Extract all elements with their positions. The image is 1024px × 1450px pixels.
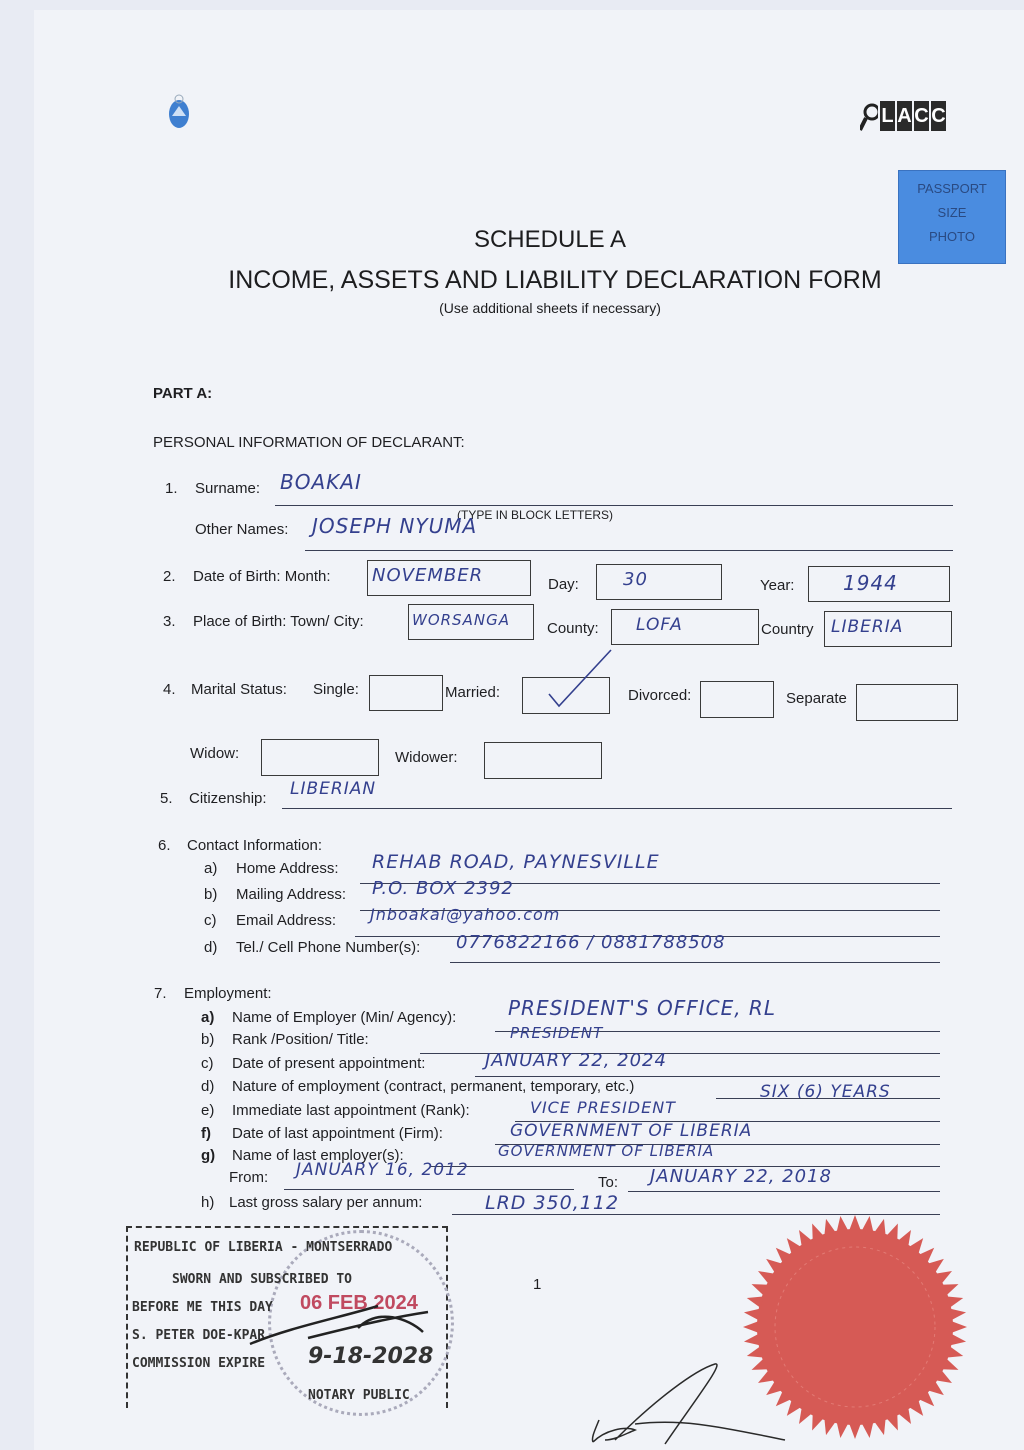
stamp-date: 06 FEB 2024	[300, 1292, 418, 1314]
contact-key: a)	[204, 860, 218, 877]
nature-of-employment-value[interactable]: SIX (6) YEARS	[760, 1082, 891, 1102]
item-number: 5.	[160, 790, 173, 807]
last-appointment-rank-label: Immediate last appointment (Rank):	[232, 1102, 470, 1119]
employer-name-label: Name of Employer (Min/ Agency):	[232, 1009, 457, 1026]
marital-divorced-label: Divorced:	[628, 687, 692, 704]
stamp-expiry: 9-18-2028	[308, 1344, 434, 1369]
block-letters-note: (TYPE IN BLOCK LETTERS)	[457, 508, 614, 522]
stamp-line-5: COMMISSION EXPIRE	[132, 1356, 266, 1371]
gross-salary-value[interactable]: LRD 350,112	[485, 1192, 620, 1214]
marital-label: Marital Status:	[191, 681, 287, 698]
page-number: 1	[533, 1276, 542, 1293]
citizenship-label: Citizenship:	[189, 790, 267, 807]
declarant-signature-icon	[575, 1360, 815, 1445]
dob-month-field[interactable]	[367, 560, 531, 596]
mailing-address-label: Mailing Address:	[236, 886, 347, 903]
citizenship-underline	[282, 808, 952, 809]
to-label: To:	[598, 1174, 619, 1191]
photo-label: PASSPORT	[917, 181, 987, 196]
gross-salary-label: Last gross salary per annum:	[229, 1194, 423, 1211]
employment-label: Employment:	[184, 985, 272, 1002]
notary-signature-icon	[248, 1298, 438, 1348]
other-names-label: Other Names:	[195, 521, 289, 538]
last-appointment-date-value[interactable]: GOVERNMENT OF LIBERIA	[510, 1121, 753, 1141]
contact-key: b)	[204, 886, 218, 903]
marital-married-label: Married:	[445, 684, 501, 701]
pob-country-value: LIBERIA	[831, 617, 904, 637]
stamp-line-1: REPUBLIC OF LIBERIA - MONTSERRADO	[134, 1240, 393, 1255]
item-number: 3.	[163, 613, 176, 630]
pob-county-field[interactable]	[611, 609, 759, 645]
stamp-line-6: NOTARY PUBLIC	[308, 1388, 410, 1403]
marital-widow-checkbox[interactable]	[261, 739, 379, 776]
marital-single-label: Single:	[313, 681, 359, 698]
logo-letter: C	[914, 101, 929, 131]
phone-numbers-label: Tel./ Cell Phone Number(s):	[236, 939, 421, 956]
employment-key: h)	[201, 1194, 215, 1211]
marital-widower-checkbox[interactable]	[484, 742, 602, 779]
marital-single-checkbox[interactable]	[369, 675, 443, 711]
item-number: 1.	[165, 480, 178, 497]
dob-month-label: Date of Birth: Month:	[193, 568, 331, 585]
surname-value[interactable]: BOAKAI	[280, 470, 362, 494]
logo-letter: A	[897, 101, 912, 131]
home-address-label: Home Address:	[236, 860, 339, 877]
magnifier-icon	[860, 100, 878, 132]
part-heading: PART A:	[153, 385, 213, 402]
marital-married-checkbox[interactable]	[522, 677, 610, 714]
pob-town-value: WORSANGA	[412, 611, 510, 629]
citizenship-value[interactable]: LIBERIAN	[290, 779, 377, 799]
form-title: SCHEDULE A	[473, 226, 627, 253]
marital-divorced-checkbox[interactable]	[700, 681, 774, 718]
employer-name-value[interactable]: PRESIDENT'S OFFICE, RL	[508, 996, 776, 1020]
item-number: 4.	[163, 681, 176, 698]
passport-photo-box	[898, 170, 1006, 264]
pob-town-field[interactable]	[408, 604, 534, 640]
marital-widow-label: Widow:	[190, 745, 240, 762]
dob-year-label: Year:	[760, 577, 795, 594]
form-note: (Use additional sheets if necessary)	[439, 300, 661, 316]
nature-of-employment-label: Nature of employment (contract, permanent, temporary, etc.)	[232, 1078, 635, 1095]
logo-letter: L	[880, 101, 895, 131]
employment-key: a)	[201, 1009, 215, 1026]
item-number: 2.	[163, 568, 176, 585]
lacc-logo	[860, 100, 946, 132]
mailing-address-value[interactable]: P.O. BOX 2392	[372, 878, 514, 899]
marital-separate-checkbox[interactable]	[856, 684, 958, 721]
phone-numbers-underline	[450, 962, 940, 963]
present-appointment-value[interactable]: JANUARY 22, 2024	[485, 1050, 667, 1071]
section-title: PERSONAL INFORMATION OF DECLARANT:	[153, 434, 465, 451]
pob-country-label: Country	[761, 621, 814, 638]
stamp-line-4: S. PETER DOE-KPAR	[132, 1328, 266, 1343]
last-employer-label: Name of last employer(s):	[232, 1147, 404, 1164]
last-appointment-rank-value[interactable]: VICE PRESIDENT	[530, 1098, 676, 1117]
form-subtitle: INCOME, ASSETS AND LIABILITY DECLARATION FORM	[228, 266, 882, 294]
stamp-line-2: SWORN AND SUBSCRIBED TO	[172, 1272, 353, 1287]
dob-day-value: 30	[623, 569, 648, 590]
notary-stamp	[126, 1226, 448, 1408]
item-number: 6.	[158, 837, 171, 854]
from-label: From:	[229, 1169, 269, 1186]
dob-year-field[interactable]	[808, 566, 950, 602]
rank-value[interactable]: PRESIDENT	[510, 1024, 604, 1042]
employment-key: f)	[201, 1125, 211, 1142]
other-names-underline	[305, 550, 953, 551]
stamp-line-3: BEFORE ME THIS DAY	[132, 1300, 273, 1315]
last-appointment-date-label: Date of last appointment (Firm):	[232, 1125, 443, 1142]
employment-key: c)	[201, 1055, 214, 1072]
surname-label: Surname:	[195, 480, 261, 497]
dob-day-label: Day:	[548, 576, 579, 593]
surname-underline	[275, 505, 953, 506]
other-names-value[interactable]: JOSEPH NYUMA	[312, 514, 478, 538]
pob-county-label: County:	[547, 620, 599, 637]
employment-key: e)	[201, 1102, 215, 1119]
checkmark-icon	[545, 648, 615, 710]
phone-numbers-value[interactable]: 0776822166 / 0881788508	[456, 932, 726, 953]
email-address-label: Email Address:	[236, 912, 337, 929]
dob-day-field[interactable]	[596, 564, 722, 600]
pob-country-field[interactable]	[824, 611, 952, 647]
marital-widower-label: Widower:	[395, 749, 458, 766]
pob-town-label: Place of Birth: Town/ City:	[193, 613, 364, 630]
email-address-value[interactable]: Jnboakai@yahoo.com	[370, 905, 561, 924]
home-address-value[interactable]: REHAB ROAD, PAYNESVILLE	[372, 851, 660, 873]
logo-letter: C	[931, 101, 946, 131]
from-value[interactable]: JANUARY 16, 2012	[296, 1160, 469, 1180]
present-appointment-label: Date of present appointment:	[232, 1055, 426, 1072]
rank-label: Rank /Position/ Title:	[232, 1031, 369, 1048]
pob-county-value: LOFA	[636, 615, 683, 635]
contact-key: d)	[204, 939, 218, 956]
marital-separate-label: Separate	[786, 690, 847, 707]
employment-key: b)	[201, 1031, 215, 1048]
employment-key: d)	[201, 1078, 215, 1095]
employment-key: g)	[201, 1147, 216, 1164]
photo-label: SIZE	[937, 205, 967, 220]
present-appointment-underline	[475, 1076, 940, 1077]
photo-label: PHOTO	[929, 229, 975, 244]
dob-month-value: NOVEMBER	[372, 565, 484, 586]
to-value[interactable]: JANUARY 22, 2018	[650, 1166, 832, 1187]
contact-label: Contact Information:	[187, 837, 323, 854]
liberia-emblem-icon	[168, 92, 190, 132]
nature-of-employment-underline	[716, 1098, 940, 1099]
contact-key: c)	[204, 912, 217, 929]
from-underline	[284, 1189, 574, 1190]
item-number: 7.	[154, 985, 167, 1002]
dob-year-value: 1944	[843, 571, 898, 595]
last-employer-value[interactable]: GOVERNMENT OF LIBERIA	[498, 1142, 715, 1160]
to-underline	[628, 1191, 940, 1192]
